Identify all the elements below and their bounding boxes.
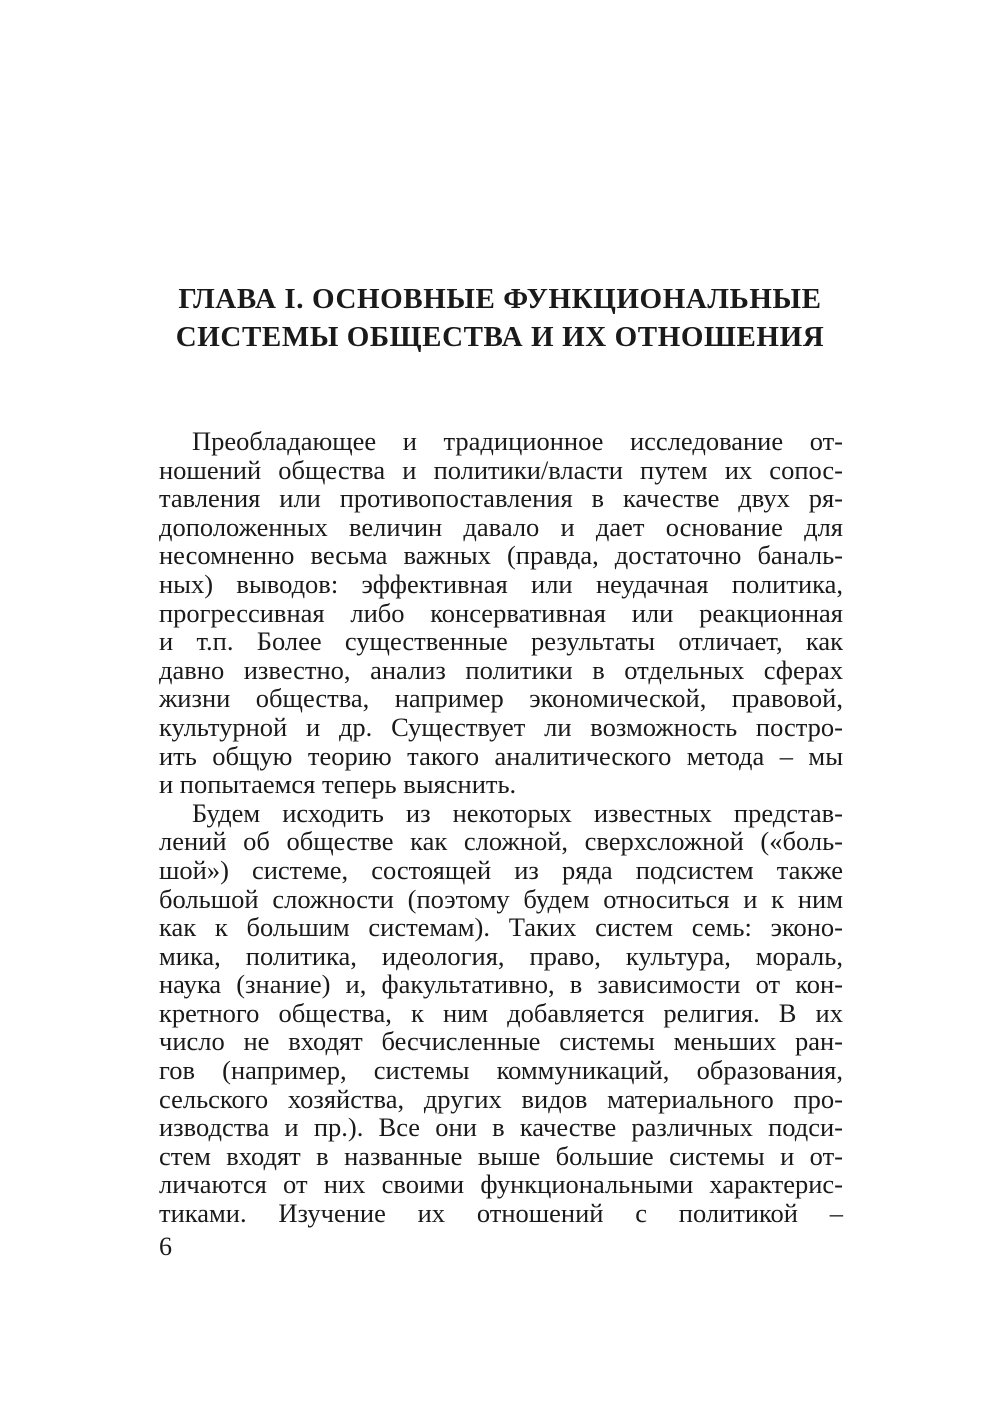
text-line: ить общую теорию такого аналитического метода – мы bbox=[159, 740, 843, 771]
text-line: доположенных величин давало и дает основание для bbox=[159, 511, 843, 542]
text-line: шой») системе, состоящей из ряда подсистем также bbox=[159, 854, 843, 885]
text-line: культурной и др. Существует ли возможность постро- bbox=[159, 711, 843, 742]
text-line: личаются от них своими функциональными характерис- bbox=[159, 1169, 843, 1200]
text-line: Будем исходить из некоторых известных представ- bbox=[192, 797, 843, 828]
text-line: жизни общества, например экономической, правовой, bbox=[159, 683, 843, 714]
paragraph-2 bbox=[159, 799, 843, 1228]
text-line: и попытаемся теперь выяснить. bbox=[159, 769, 517, 800]
body-text bbox=[159, 427, 843, 1228]
chapter-title bbox=[100, 280, 900, 356]
text-line: несомненно весьма важных (правда, достаточно баналь- bbox=[159, 540, 843, 571]
text-line: гов (например, системы коммуникаций, образования, bbox=[159, 1055, 843, 1086]
text-line: и т.п. Более существенные результаты отличает, как bbox=[159, 626, 843, 657]
text-line: прогрессивная либо консервативная или реакционная bbox=[159, 597, 843, 628]
text-line: Преобладающее и традиционное исследование от- bbox=[192, 426, 843, 456]
text-line: лений об обществе как сложной, сверхсложной («боль- bbox=[159, 826, 843, 857]
page-number: 6 bbox=[159, 1232, 172, 1261]
text-line: число не входят бесчисленные системы меньших ран- bbox=[159, 1026, 843, 1057]
text-line: стем входят в названные выше большие системы и от- bbox=[159, 1140, 843, 1171]
chapter-title-line-2: СИСТЕМЫ ОБЩЕСТВА И ИХ ОТНОШЕНИЯ bbox=[175, 321, 825, 353]
text-line: ных) выводов: эффективная или неудачная политика, bbox=[159, 568, 843, 599]
text-line: изводства и пр.). Все они в качестве различных подси- bbox=[159, 1112, 843, 1143]
text-line: тиками. Изучение их отношений с политикой – bbox=[159, 1198, 843, 1229]
paragraph-1 bbox=[159, 427, 843, 799]
text-line: большой сложности (поэтому будем относиться и к ним bbox=[159, 883, 843, 914]
text-line: мика, политика, идеология, право, культура, мораль, bbox=[159, 940, 843, 971]
text-line: ношений общества и политики/власти путем их сопос- bbox=[159, 454, 843, 485]
text-line: давно известно, анализ политики в отдельных сферах bbox=[159, 654, 843, 685]
text-line: сельского хозяйства, других видов материального про- bbox=[159, 1083, 843, 1114]
chapter-title-line-1: ГЛАВА I. ОСНОВНЫЕ ФУНКЦИОНАЛЬНЫЕ bbox=[178, 283, 822, 315]
text-line: наука (знание) и, факультативно, в зависимости от кон- bbox=[159, 969, 843, 1000]
text-line: кретного общества, к ним добавляется религия. В их bbox=[159, 997, 843, 1028]
text-line: как к большим системам). Таких систем семь: эконо- bbox=[159, 912, 843, 943]
text-line: тавления или противопоставления в качестве двух ря- bbox=[159, 483, 843, 514]
